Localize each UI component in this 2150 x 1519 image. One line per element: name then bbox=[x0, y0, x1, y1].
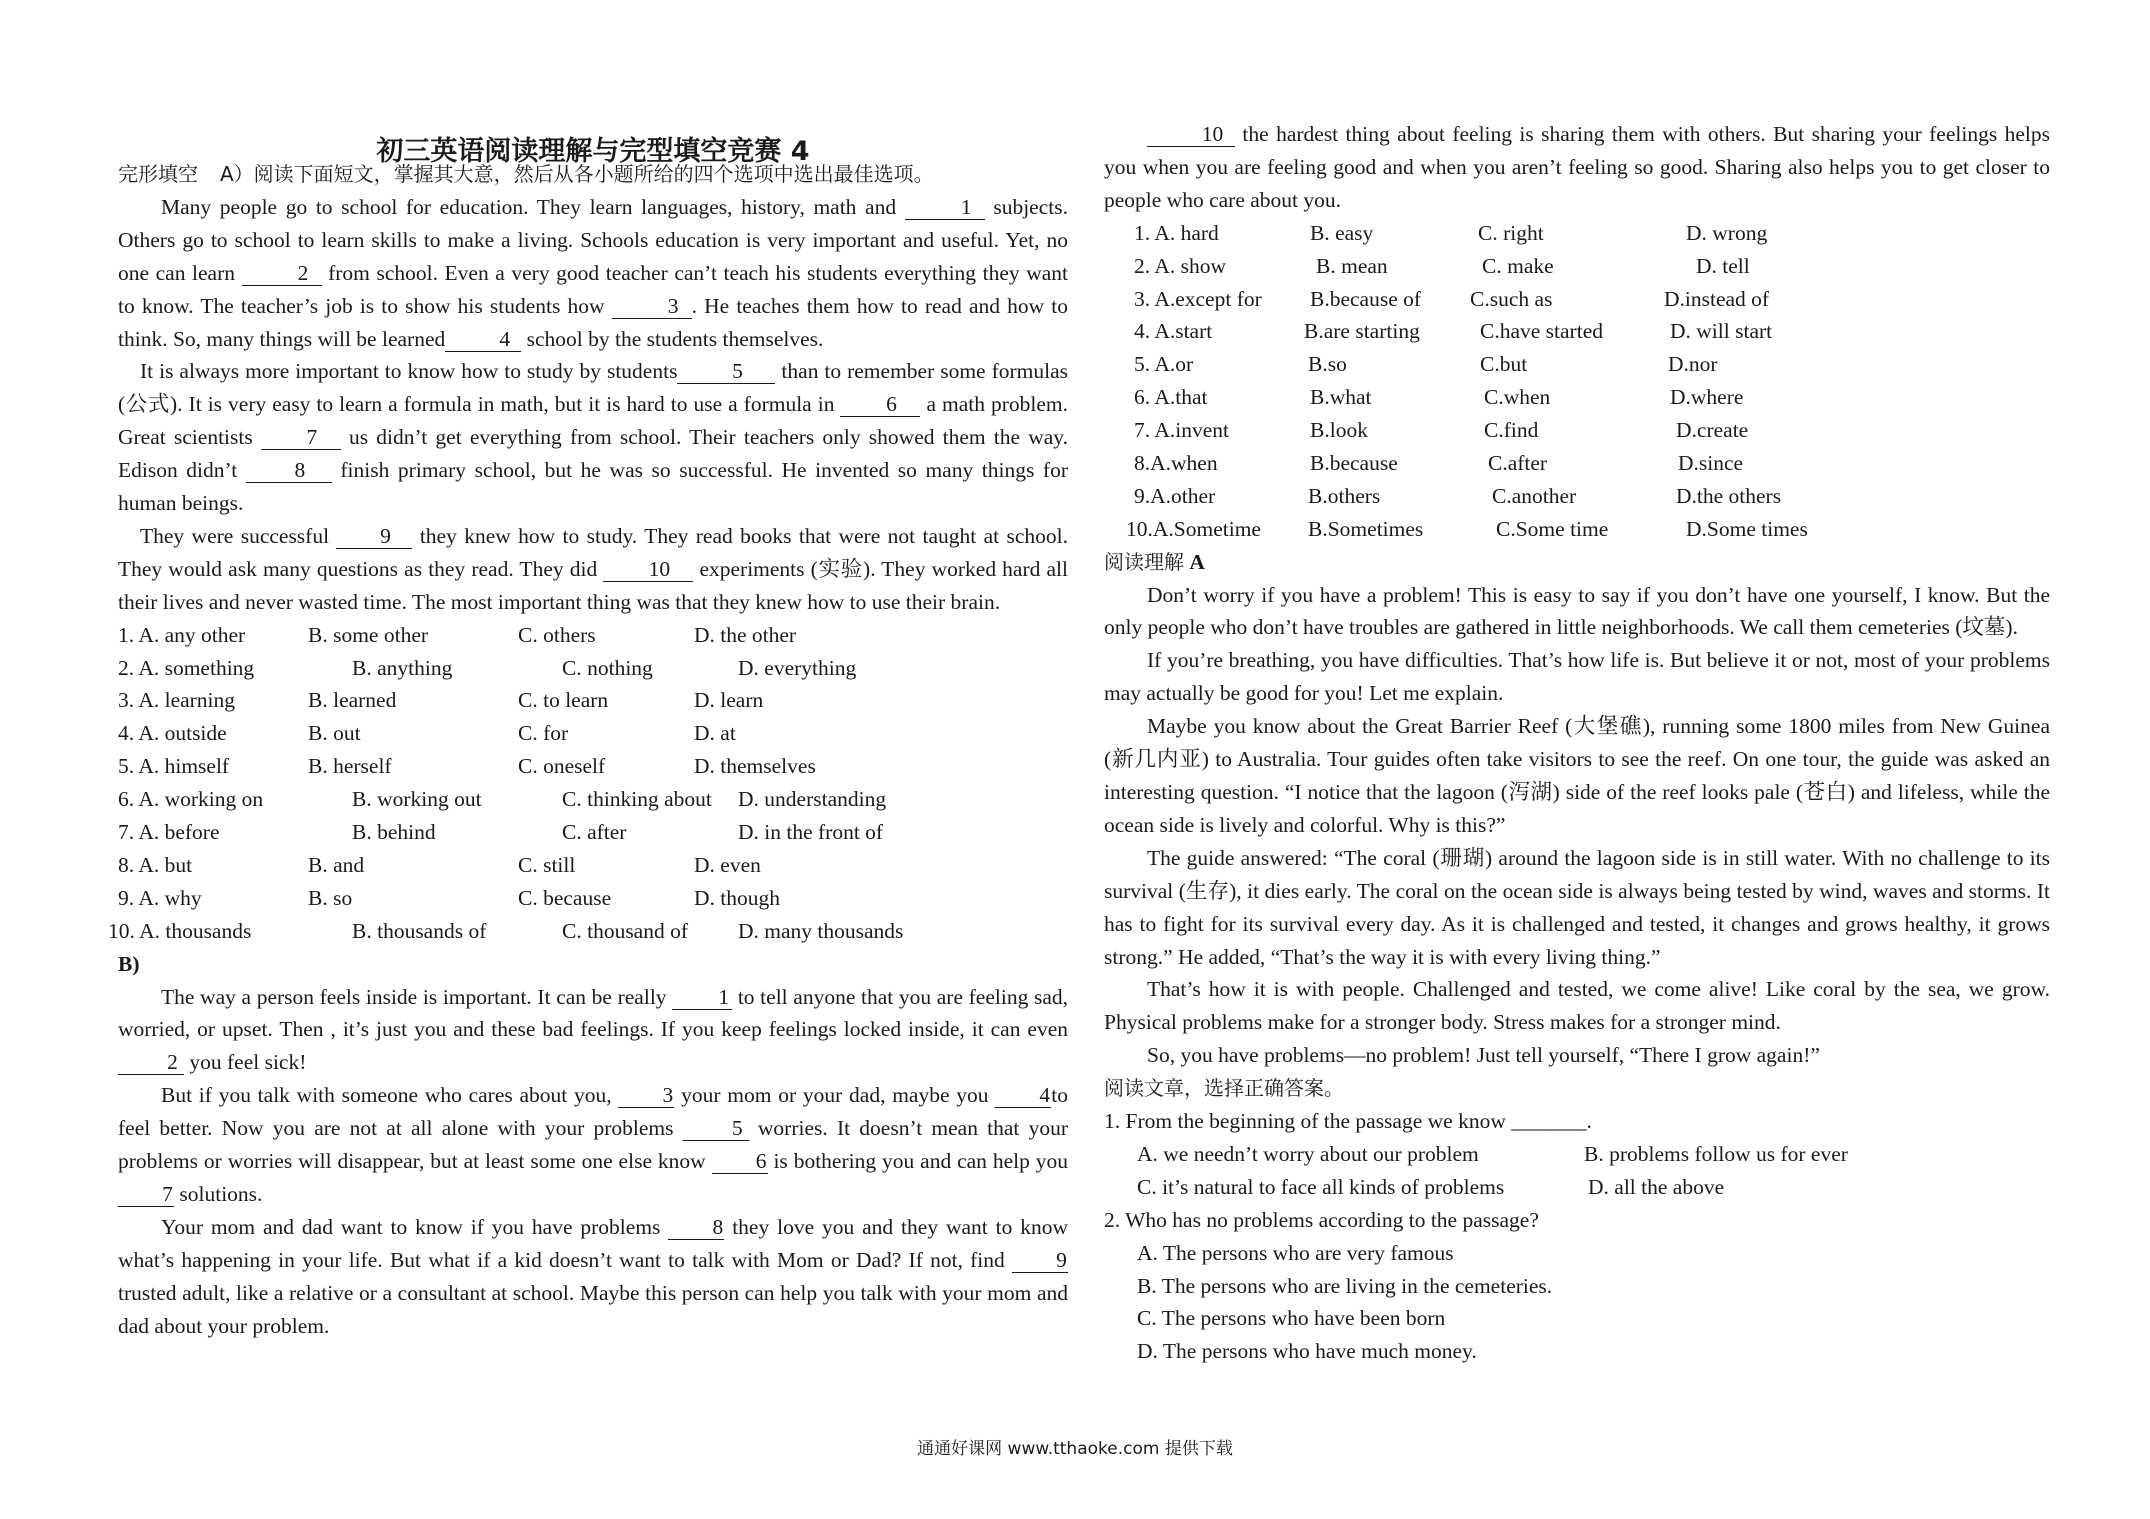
option-c[interactable]: C. others bbox=[518, 622, 596, 647]
blank-9[interactable]: 9 bbox=[336, 524, 412, 549]
text-run: you feel sick! bbox=[184, 1050, 307, 1075]
option-c[interactable]: C. make bbox=[1482, 253, 1554, 278]
option-row bbox=[1104, 513, 2050, 546]
option-d[interactable]: D.Some times bbox=[1686, 516, 1808, 541]
option-b[interactable]: B.others bbox=[1308, 483, 1381, 508]
option-b[interactable]: B. so bbox=[308, 885, 353, 910]
reading-a-heading bbox=[1104, 546, 2050, 579]
option-d[interactable]: D. will start bbox=[1670, 319, 1773, 344]
blank-3[interactable]: 3 bbox=[618, 1083, 674, 1108]
option-a[interactable]: 8.A.when bbox=[1134, 450, 1218, 475]
text-run: school by the students themselves. bbox=[521, 326, 824, 351]
option-d[interactable]: D.nor bbox=[1668, 352, 1718, 377]
text-run: experiments (实验). They worked hard all their lives and never wasted time. The most important thing was that they knew how to use their brain. bbox=[118, 556, 1068, 614]
option-d[interactable]: D. all the above bbox=[1588, 1174, 1725, 1199]
option-b[interactable]: B. some other bbox=[308, 622, 429, 647]
blank-1[interactable]: 1 bbox=[905, 195, 985, 220]
option-d[interactable]: D. at bbox=[694, 721, 736, 746]
option-row bbox=[1104, 250, 2050, 283]
option-c[interactable]: C.when bbox=[1484, 385, 1551, 410]
option-c[interactable]: C. to learn bbox=[518, 688, 609, 713]
option-row bbox=[1104, 480, 2050, 513]
option-b[interactable]: B.because bbox=[1310, 450, 1398, 475]
option-c[interactable]: C. for bbox=[518, 721, 569, 746]
option-d[interactable]: D. even bbox=[694, 852, 761, 877]
option-a[interactable]: 3. A. learning bbox=[118, 688, 236, 713]
reading-paragraph: That’s how it is with people. Challenged and tested, we come alive! Like coral by the sea, we grow. Physical problems make for a stronger body. Stress makes for a stronger mind. bbox=[1104, 977, 2050, 1035]
option-row bbox=[1104, 217, 2050, 250]
text-run: than to remember some formulas (公式). It is very easy to learn a formula in math, but it is hard to use a formula in bbox=[118, 359, 1068, 417]
blank-8[interactable]: 8 bbox=[246, 458, 332, 483]
option-row bbox=[118, 816, 1068, 849]
text-run: worries. It doesn’t mean that your problems or worries will disappear, but at least some one else know bbox=[118, 1116, 1068, 1174]
option-row bbox=[118, 684, 1068, 717]
option-a[interactable]: 4. A. outside bbox=[118, 721, 227, 746]
cloze-a-paragraph-2 bbox=[118, 355, 1068, 520]
option-c[interactable]: C. thinking about bbox=[562, 787, 712, 812]
option-d[interactable]: D. tell bbox=[1696, 253, 1750, 278]
left-column bbox=[108, 118, 1069, 1342]
reading-paragraph: So, you have problems—no problem! Just tell yourself, “There I grow again!” bbox=[1147, 1043, 1820, 1068]
option-row bbox=[118, 882, 1068, 915]
option-row bbox=[1104, 381, 2050, 414]
blank-2[interactable]: 2 bbox=[242, 261, 322, 286]
option-row bbox=[1104, 283, 2050, 316]
blank-8[interactable]: 8 bbox=[668, 1215, 724, 1240]
blank-4[interactable]: 4 bbox=[995, 1083, 1051, 1108]
option-b[interactable]: B. anything bbox=[352, 655, 453, 680]
blank-2[interactable]: 2 bbox=[118, 1050, 184, 1075]
option-b[interactable]: B.Sometimes bbox=[1308, 516, 1424, 541]
option-row bbox=[118, 717, 1068, 750]
option-d[interactable]: D. many thousands bbox=[738, 918, 904, 943]
option-a[interactable]: 7. A. before bbox=[118, 820, 220, 845]
text-run: us didn’t get everything from school. Their teachers only showed them the way. Edison didn’t bbox=[118, 425, 1069, 483]
cloze-a-header bbox=[118, 158, 1068, 191]
blank-3[interactable]: 3 bbox=[612, 294, 692, 319]
option-d[interactable]: D. understanding bbox=[738, 787, 887, 812]
cloze-b-paragraph-3 bbox=[118, 1211, 1068, 1343]
option-d[interactable]: D.instead of bbox=[1664, 286, 1770, 311]
option-a[interactable]: 1. A. hard bbox=[1134, 220, 1219, 245]
text-run: trusted adult, like a relative or a consultant at school. Maybe this person can help you talk with your mom and dad about your problem. bbox=[118, 1280, 1068, 1338]
option-c[interactable]: C. right bbox=[1478, 220, 1544, 245]
right-column bbox=[1104, 118, 2050, 1368]
blank-6[interactable]: 6 bbox=[712, 1149, 768, 1174]
cloze-b-heading: B) bbox=[118, 951, 140, 976]
option-c[interactable]: C. because bbox=[518, 885, 612, 910]
option-a[interactable]: 2. A. show bbox=[1134, 253, 1226, 278]
text-run: subjects. Others go to school to learn skills to make a living. Schools education is very important and useful. Yet, no one can learn bbox=[118, 194, 1068, 285]
text-run: But if you talk with someone who cares about you, bbox=[161, 1083, 619, 1108]
option-a[interactable]: 9. A. why bbox=[118, 885, 202, 910]
question-2: 2. Who has no problems according to the passage? bbox=[1104, 1207, 1539, 1232]
option-a[interactable]: 3. A.except for bbox=[1134, 286, 1262, 311]
cloze-b-paragraph-2 bbox=[118, 1079, 1068, 1211]
section-heading: 阅读理解 bbox=[1104, 549, 1184, 574]
option-b[interactable]: B. mean bbox=[1316, 253, 1388, 278]
option-a[interactable]: 10.A.Sometime bbox=[1126, 516, 1261, 541]
cloze-b-paragraph-1 bbox=[118, 981, 1068, 1080]
option-d[interactable]: D.where bbox=[1670, 385, 1744, 410]
option-row bbox=[1104, 414, 2050, 447]
reading-paragraph: Don’t worry if you have a problem! This is easy to say if you don’t have one yourself, I know. But the only people who don’t have troubles are gathered in little neighborhoods. We call them cemeteries (坟墓). bbox=[1104, 582, 2050, 640]
text-run: Many people go to school for education. They learn languages, history, math and bbox=[161, 194, 905, 219]
option-c[interactable]: C. still bbox=[518, 852, 576, 877]
option-b[interactable]: B. behind bbox=[352, 820, 436, 845]
option-a[interactable]: 9.A.other bbox=[1134, 483, 1216, 508]
blank-6[interactable]: 6 bbox=[840, 392, 920, 417]
option-c[interactable]: C.find bbox=[1484, 418, 1539, 443]
option-a[interactable]: 5. A. himself bbox=[118, 754, 230, 779]
option-b[interactable]: B. learned bbox=[308, 688, 397, 713]
option-a[interactable]: 7. A.invent bbox=[1134, 418, 1229, 443]
option-b[interactable]: B. The persons who are living in the cemeteries. bbox=[1137, 1273, 1553, 1298]
option-row bbox=[118, 652, 1068, 685]
text-run: to feel better. Now you are not at all alone with your problems bbox=[118, 1083, 1068, 1141]
option-a[interactable]: A. we needn’t worry about our problem bbox=[1137, 1141, 1479, 1166]
blank-10[interactable]: 10 bbox=[1147, 122, 1235, 147]
option-a[interactable]: 4. A.start bbox=[1134, 319, 1213, 344]
option-row bbox=[1104, 348, 2050, 381]
option-d[interactable]: D. learn bbox=[694, 688, 764, 713]
blank-7[interactable]: 7 bbox=[261, 425, 341, 450]
option-a[interactable]: 6. A.that bbox=[1134, 385, 1208, 410]
option-row bbox=[108, 915, 1068, 948]
text-run: They were successful bbox=[140, 523, 337, 548]
text-run: your mom or your dad, maybe you bbox=[674, 1083, 996, 1108]
option-b[interactable]: B. problems follow us for ever bbox=[1584, 1141, 1848, 1166]
option-d[interactable]: D. wrong bbox=[1686, 220, 1768, 245]
text-run: a math problem. Great scientists bbox=[118, 392, 1069, 450]
option-b[interactable]: B. out bbox=[308, 721, 361, 746]
option-b[interactable]: B.look bbox=[1310, 418, 1368, 443]
option-b[interactable]: B. thousands of bbox=[352, 918, 487, 943]
option-c[interactable]: C.after bbox=[1488, 450, 1548, 475]
option-c[interactable]: C. nothing bbox=[562, 655, 653, 680]
option-row bbox=[118, 619, 1068, 652]
option-b[interactable]: B. herself bbox=[308, 754, 392, 779]
option-a[interactable]: 8. A. but bbox=[118, 852, 193, 877]
cloze-a-paragraph-1 bbox=[118, 191, 1068, 356]
option-c[interactable]: C. it’s natural to face all kinds of problems bbox=[1137, 1174, 1505, 1199]
question-1-options-row bbox=[1104, 1138, 2050, 1171]
option-b[interactable]: B.are starting bbox=[1304, 319, 1420, 344]
section-letter: A bbox=[1189, 549, 1205, 574]
option-row bbox=[118, 750, 1068, 783]
blank-10[interactable]: 10 bbox=[603, 557, 693, 582]
option-d[interactable]: D.since bbox=[1678, 450, 1744, 475]
option-c[interactable]: C.such as bbox=[1470, 286, 1553, 311]
text-run: the hardest thing about feeling is sharing them with others. But sharing your feelings helps you when you are feeling good and when you aren’t feeling so good. Sharing also helps you to get closer to people who care about you. bbox=[1104, 122, 2050, 212]
option-d[interactable]: D. everything bbox=[738, 655, 857, 680]
option-c[interactable]: C. after bbox=[562, 820, 627, 845]
question-1: 1. From the beginning of the passage we know _______. bbox=[1104, 1109, 1592, 1134]
text-run: finish primary school, but he was so successful. He invented so many things for human beings. bbox=[118, 458, 1068, 516]
option-a[interactable]: 1. A. any other bbox=[118, 622, 246, 647]
reading-paragraph: The guide answered: “The coral (珊瑚) around the lagoon side is in still water. With no challenge to its survival (生存), it dies early. The coral on the ocean side is always being tested by wind, waves and storms. It has to fight for its survival every day. As it is challenged and tested, it changes and grows healthy, it grows strong.” He added, “That’s the way it is with every living thing.” bbox=[1104, 845, 2050, 969]
question-1-options-row bbox=[1104, 1171, 2050, 1204]
text-run: The way a person feels inside is important. It can be really bbox=[161, 984, 673, 1009]
option-d[interactable]: D.create bbox=[1676, 418, 1749, 443]
cloze-a-paragraph-3 bbox=[118, 520, 1068, 619]
cloze-b-options bbox=[1104, 217, 2050, 546]
reading-paragraph: Maybe you know about the Great Barrier Reef (大堡礁), running some 1800 miles from New Guinea (新几内亚) to Australia. Tour guides often take visitors to see the reef. On one tour, the guide was asked an interesting question. “I notice that the lagoon (泻湖) side of the reef looks pale (苍白) and lifeless, while the ocean side is lively and colorful. Why is this?” bbox=[1104, 714, 2050, 837]
option-a[interactable]: 5. A.or bbox=[1134, 352, 1194, 377]
option-a[interactable]: 6. A. working on bbox=[118, 787, 264, 812]
option-d[interactable]: D. in the front of bbox=[738, 820, 884, 845]
option-c[interactable]: C.but bbox=[1480, 352, 1528, 377]
text-run: they knew how to study. They read books that were not taught at school. They would ask many questions as they read. They did bbox=[118, 523, 1068, 581]
option-c[interactable]: C.have started bbox=[1480, 319, 1603, 344]
option-row bbox=[118, 849, 1068, 882]
option-d[interactable]: D.the others bbox=[1676, 483, 1782, 508]
cloze-a-options bbox=[108, 619, 1068, 948]
option-d[interactable]: D. themselves bbox=[694, 754, 816, 779]
text-run: to tell anyone that you are feeling sad, worried, or upset. Then , it’s just you and these bad feelings. If you keep feelings locked inside, it can even bbox=[118, 984, 1068, 1042]
option-a[interactable]: 2. A. something bbox=[118, 655, 255, 680]
blank-9[interactable]: 9 bbox=[1012, 1248, 1068, 1273]
option-d[interactable]: D. the other bbox=[694, 622, 797, 647]
option-b[interactable]: B.so bbox=[1308, 352, 1347, 377]
option-c[interactable]: C.another bbox=[1492, 483, 1577, 508]
option-row bbox=[1104, 447, 2050, 480]
option-b[interactable]: B.what bbox=[1310, 385, 1372, 410]
option-b[interactable]: B. and bbox=[308, 852, 365, 877]
blank-7[interactable]: 7 bbox=[118, 1182, 174, 1207]
text-run: they love you and they want to know what’s happening in your life. But what if a kid doesn’t want to talk with Mom or Dad? If not, find bbox=[118, 1214, 1069, 1272]
option-row bbox=[118, 783, 1068, 816]
section-instruction: A）阅读下面短文，掌握其大意，然后从各小题所给的四个选项中选出最佳选项。 bbox=[220, 162, 934, 186]
text-run: . He teaches them how to read and how to think. So, many things will be learned bbox=[118, 293, 1068, 351]
option-b[interactable]: B. working out bbox=[352, 787, 482, 812]
option-b[interactable]: B.because of bbox=[1310, 286, 1422, 311]
option-a[interactable]: A. The persons who are very famous bbox=[1137, 1240, 1454, 1265]
text-run: It is always more important to know how to study by students bbox=[140, 359, 678, 384]
blank-4[interactable]: 4 bbox=[445, 327, 521, 352]
reading-paragraph: If you’re breathing, you have difficulties. That’s how life is. But believe it or not, most of your problems may actually be good for you! Let me explain. bbox=[1104, 648, 2050, 706]
cloze-b-paragraph-4 bbox=[1104, 118, 2050, 217]
footer-credit: 通通好课网 www.tthaoke.com 提供下载 bbox=[917, 1439, 1233, 1459]
page-title: 初三英语阅读理解与完型填空竞赛 4 bbox=[376, 136, 810, 167]
text-run: Your mom and dad want to know if you have problems bbox=[161, 1214, 669, 1239]
text-run: from school. Even a very good teacher can’t teach his students everything they want to know. The teacher’s job is to show his students how bbox=[118, 260, 1068, 318]
text-run: solutions. bbox=[174, 1181, 263, 1206]
option-b[interactable]: B. easy bbox=[1310, 220, 1374, 245]
blank-1[interactable]: 1 bbox=[672, 985, 732, 1010]
text-run: is bothering you and can help you bbox=[767, 1149, 1068, 1174]
option-d[interactable]: D. The persons who have much money. bbox=[1137, 1339, 1477, 1364]
blank-5[interactable]: 5 bbox=[683, 1116, 749, 1141]
option-c[interactable]: C. thousand of bbox=[562, 918, 689, 943]
option-row bbox=[1104, 315, 2050, 348]
section-heading: 完形填空 bbox=[118, 162, 198, 186]
option-c[interactable]: C. oneself bbox=[518, 754, 606, 779]
option-d[interactable]: D. though bbox=[694, 885, 780, 910]
option-c[interactable]: C. The persons who have been born bbox=[1137, 1306, 1446, 1331]
reading-instruction: 阅读文章，选择正确答案。 bbox=[1104, 1076, 1344, 1101]
blank-5[interactable]: 5 bbox=[677, 359, 775, 384]
option-a[interactable]: 10. A. thousands bbox=[108, 918, 252, 943]
option-c[interactable]: C.Some time bbox=[1496, 516, 1609, 541]
